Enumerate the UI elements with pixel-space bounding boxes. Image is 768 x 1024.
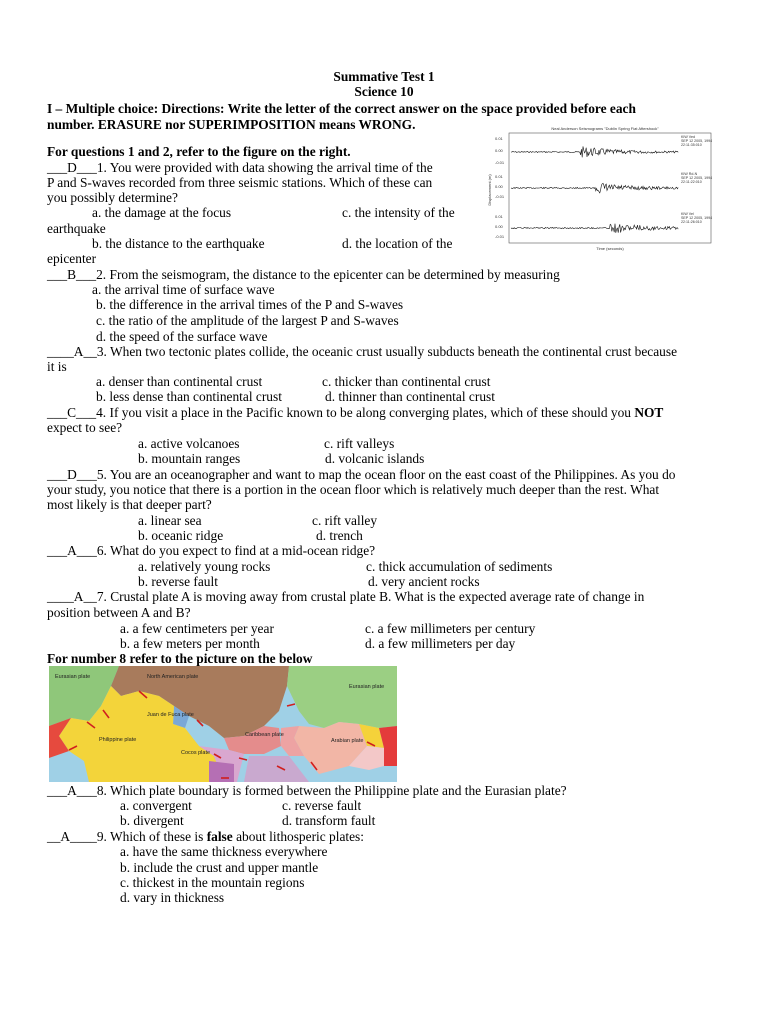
q8-option-b: b. divergent [120, 813, 184, 828]
q5-stem-line-3: most likely is that deeper part? [47, 497, 212, 512]
q7-option-d: d. a few millimeters per day [365, 636, 516, 651]
q1-stem-line-3: you possibly determine? [47, 190, 178, 205]
q3-stem-line-2: it is [47, 359, 67, 374]
tick-label: -0.01 [495, 160, 505, 165]
directions-line-2: number. ERASURE nor SUPERIMPOSITION means WRONG. [47, 117, 416, 132]
q9-option-a: a. have the same thickness everywhere [120, 844, 328, 859]
q3-option-b: b. less dense than continental crust [96, 389, 282, 404]
reference-note-q1-q2: For questions 1 and 2, refer to the figure on the right. [47, 144, 351, 159]
seismogram-ylabel: Displacement (m) [487, 174, 492, 206]
q3-option-c: c. thicker than continental crust [322, 374, 491, 389]
directions-line-1: I – Multiple choice: Directions: Write the letter of the correct answer on the space provided before each [47, 101, 636, 116]
q9-option-c: c. thickest in the mountain regions [120, 875, 305, 890]
q3-stem-line-1: ____A__3. When two tectonic plates collide, the oceanic crust usually subducts beneath the continental crust because [47, 344, 678, 359]
q7-option-b: b. a few meters per month [120, 636, 260, 651]
q3-option-a: a. denser than continental crust [96, 374, 263, 389]
q6-stem: ___A___6. What do you expect to find at a mid-ocean ridge? [47, 543, 376, 558]
trace-3-time: 22:11:26:010 [681, 220, 702, 224]
reference-note-q8: For number 8 refer to the picture on the below [47, 651, 313, 666]
test-subtitle: Science 10 [354, 84, 414, 99]
q5-option-a: a. linear sea [138, 513, 202, 528]
tick-label: 0.00 [495, 224, 503, 229]
q5-stem-line-1: ___D___5. You are an oceanographer and want to map the ocean floor on the east coast of the Philippines. As you do [47, 467, 676, 482]
q6-option-b: b. reverse fault [138, 574, 218, 589]
map-label-juan-de-fuca: Juan de Fuca plate [147, 712, 194, 718]
tick-label: 0.01 [495, 214, 503, 219]
q1-stem-line-2: P and S-waves recorded from three seismic stations. Which of these can [47, 175, 433, 190]
map-label-philippine: Philippine plate [99, 737, 137, 743]
tick-label: 0.00 [495, 148, 503, 153]
q4-stem-line-1: ___C___4. If you visit a place in the Pacific known to be along converging plates, which of these should you NOT [47, 405, 664, 420]
seismogram-xlabel: Time (seconds) [596, 246, 624, 251]
q7-stem-line-2: position between A and B? [47, 605, 191, 620]
q4-stem-line-2: expect to see? [47, 420, 123, 435]
tick-label: 0.00 [495, 184, 503, 189]
test-title: Summative Test 1 [333, 69, 435, 84]
trace-1-station: KIW Ved [681, 135, 695, 139]
q1-option-c: c. the intensity of the [342, 205, 455, 220]
q5-option-c: c. rift valley [312, 513, 378, 528]
map-label-north-american: North American plate [147, 674, 199, 680]
plate-map [49, 666, 397, 782]
trace-2-date: SEP 12 2005, 1994 [681, 176, 713, 180]
q4-option-b: b. mountain ranges [138, 451, 241, 466]
map-label-cocos: Cocos plate [181, 750, 211, 756]
tick-label: -0.01 [495, 194, 505, 199]
q6-option-a: a. relatively young rocks [138, 559, 271, 574]
q1-option-b: b. the distance to the earthquake [92, 236, 265, 251]
q9-option-d: d. vary in thickness [120, 890, 225, 905]
q8-option-c: c. reverse fault [282, 798, 362, 813]
q9-stem: __A____9. Which of these is false about lithosperic plates: [47, 829, 364, 844]
seismogram-figure [485, 124, 717, 252]
q5-option-b: b. oceanic ridge [138, 528, 224, 543]
q1-stem-line-1: ___D___1. You were provided with data showing the arrival time of the [47, 160, 433, 175]
trace-1-date: SEP 12 2005, 1994 [681, 139, 713, 143]
q2-stem: ___B___2. From the seismogram, the distance to the epicenter can be determined by measuring [47, 267, 560, 282]
q2-option-c: c. the ratio of the amplitude of the largest P and S-waves [96, 313, 399, 328]
tick-label: 0.01 [495, 136, 503, 141]
trace-2-station: KIW Rd-N [681, 172, 698, 176]
tick-label: -0.01 [495, 234, 505, 239]
q7-option-c: c. a few millimeters per century [365, 621, 536, 636]
q6-option-c: c. thick accumulation of sediments [366, 559, 553, 574]
q4-option-a: a. active volcanoes [138, 436, 240, 451]
plate-map-drawing [49, 666, 397, 782]
q1-option-c-cont: earthquake [47, 221, 106, 236]
q7-option-a: a. a few centimeters per year [120, 621, 274, 636]
q6-option-d: d. very ancient rocks [368, 574, 480, 589]
q2-option-b: b. the difference in the arrival times of the P and S-waves [96, 297, 404, 312]
q9-option-b: b. include the crust and upper mantle [120, 860, 319, 875]
q2-option-d: d. the speed of the surface wave [96, 329, 268, 344]
q1-option-a: a. the damage at the focus [92, 205, 232, 220]
q5-option-d: d. trench [316, 528, 363, 543]
q3-option-d: d. thinner than continental crust [325, 389, 495, 404]
q9-emphasis: false [206, 829, 233, 844]
q5-stem-line-2: your study, you notice that there is a portion in the ocean floor which is relatively much deeper than the rest. What [47, 482, 660, 497]
q8-option-a: a. convergent [120, 798, 192, 813]
map-label-eurasian-right: Eurasian plate [349, 684, 385, 690]
q4-option-d: d. volcanic islands [325, 451, 425, 466]
trace-1-time: 22:11:35:010 [681, 143, 702, 147]
q8-option-d: d. transform fault [282, 813, 376, 828]
map-label-eurasian-left: Eurasian plate [55, 674, 91, 680]
tick-label: 0.01 [495, 174, 503, 179]
q7-stem-line-1: ____A__7. Crustal plate A is moving away from crustal plate B. What is the expected average rate of change in [47, 589, 645, 604]
q4-emphasis: NOT [634, 405, 664, 420]
q1-option-d-cont: epicenter [47, 251, 97, 266]
map-label-caribbean: Caribbean plate [245, 732, 284, 738]
trace-2-time: 22:11:22:010 [681, 180, 702, 184]
q2-option-a: a. the arrival time of surface wave [92, 282, 275, 297]
trace-3-date: SEP 12 2005, 1994 [681, 216, 713, 220]
q1-option-d: d. the location of the [342, 236, 453, 251]
q8-stem: ___A___8. Which plate boundary is formed between the Philippine plate and the Eurasian plate? [47, 783, 567, 798]
q4-option-c: c. rift valleys [324, 436, 395, 451]
map-label-arabian: Arabian plate [331, 738, 364, 744]
seismogram-title: Neal Anderson Seismograms "Dublin Spring Fiat Aftershock" [551, 126, 659, 131]
seismogram-chart [485, 124, 717, 252]
trace-3-station: KIW Vel [681, 212, 694, 216]
